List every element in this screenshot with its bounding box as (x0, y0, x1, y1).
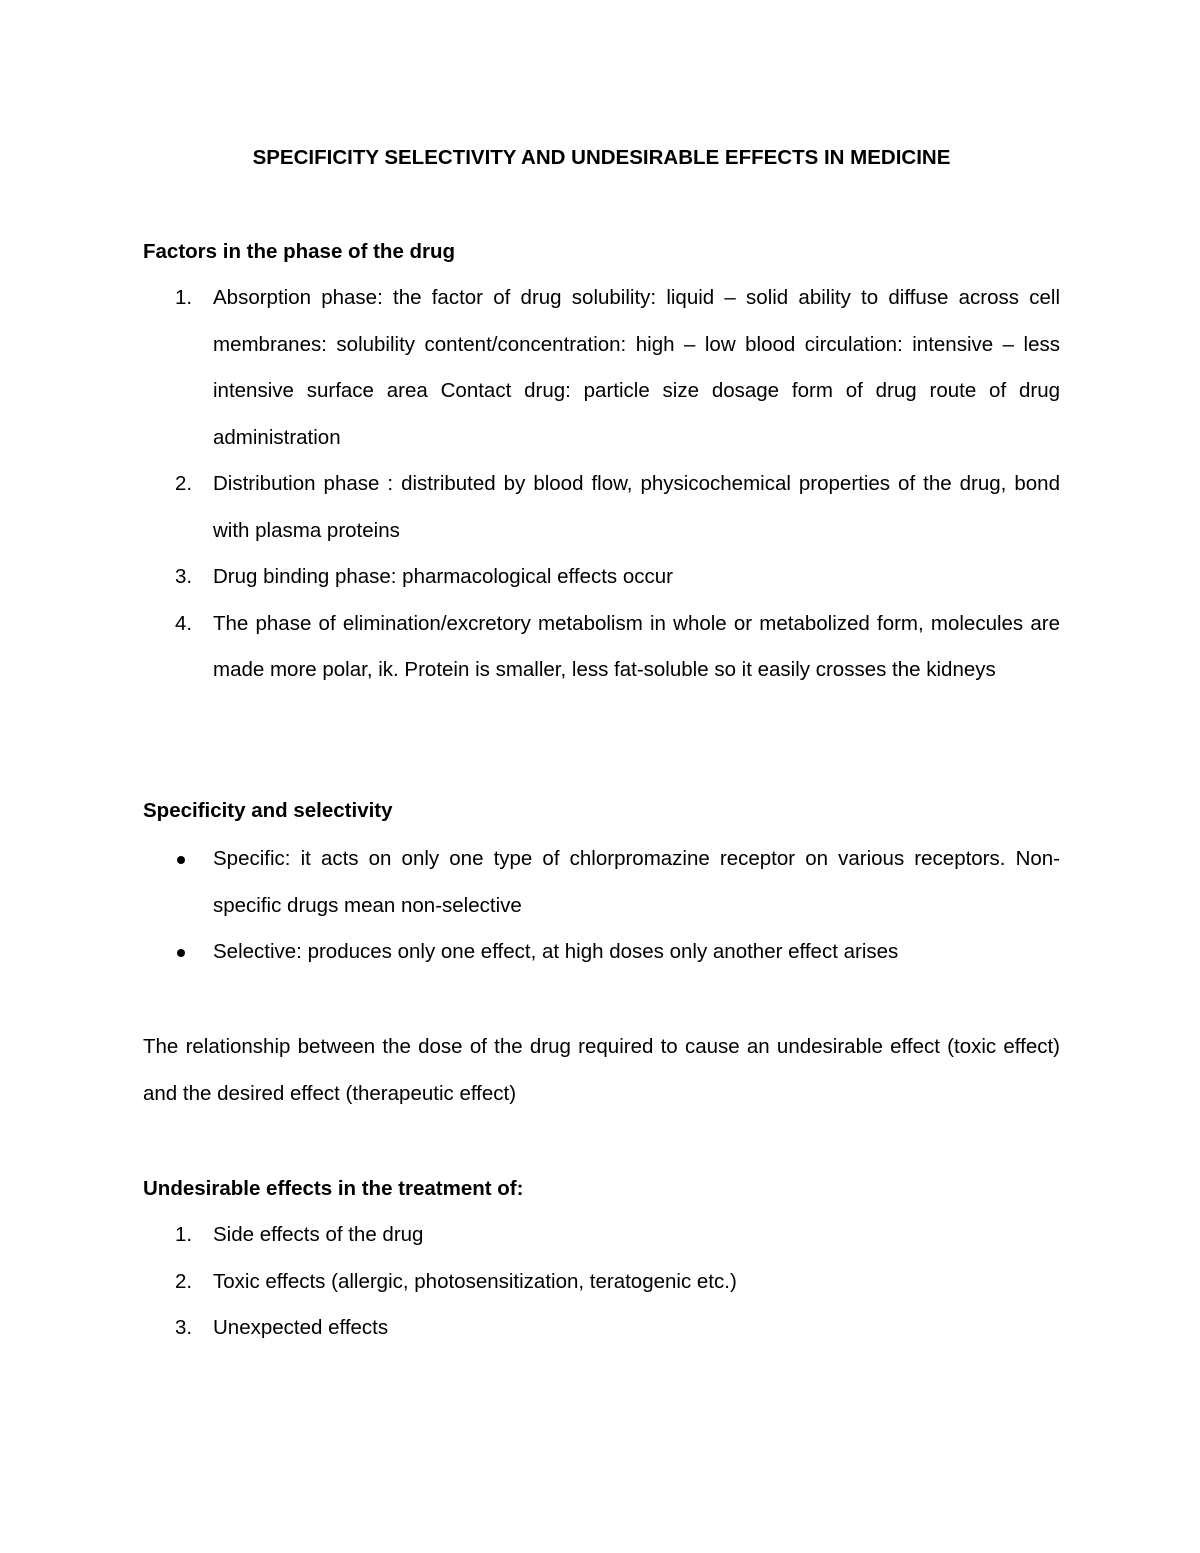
list-item-text: Selective: produces only one effect, at high doses only another effect arises (213, 940, 899, 963)
list-item (143, 601, 1060, 694)
list-item-text: Absorption phase: the factor of drug solubility: liquid – solid ability to diffuse across cell membranes: solubility content/concentration: high – low blood circulation: intensive – less intensive surface area Contact drug: particle size dosage form of drug route of drug administration (213, 286, 1060, 449)
section-heading-undesirable-effects: Undesirable effects in the treatment of: (143, 1177, 524, 1200)
list-item-text: Specific: it acts on only one type of chlorpromazine receptor on various receptors. Non-specific drugs mean non-selective (213, 847, 1060, 917)
list-marker: 2. (175, 472, 193, 495)
list-marker: 4. (175, 611, 193, 635)
document-title: SPECIFICITY SELECTIVITY AND UNDESIRABLE EFFECTS IN MEDICINE (252, 146, 951, 169)
list-item-text: Unexpected effects (213, 1316, 389, 1339)
section-heading-drug-phase: Factors in the phase of the drug (143, 240, 456, 263)
undesirable-effects-list (143, 1212, 1060, 1352)
list-marker: 3. (175, 1316, 193, 1339)
list-item-text: The phase of elimination/excretory metabolism in whole or metabolized form, molecules are made more polar, ik. Protein is smaller, less fat-soluble so it easily crosses the kidneys (213, 611, 1060, 681)
list-item (143, 1305, 1060, 1352)
list-item (143, 929, 1060, 976)
list-item-text: Drug binding phase: pharmacological effects occur (213, 565, 673, 588)
list-item (143, 275, 1060, 461)
list-item-text: Side effects of the drug (213, 1223, 424, 1246)
list-marker: 1. (175, 1223, 193, 1246)
drug-phase-list (143, 275, 1060, 694)
bullet-icon (177, 856, 185, 864)
bullet-icon (177, 949, 185, 957)
list-item (143, 461, 1060, 554)
list-marker: 1. (175, 286, 193, 309)
list-item (143, 1259, 1060, 1306)
relationship-paragraph: The relationship between the dose of the drug required to cause an undesirable effect (toxic effect) and the desired effect (therapeutic effect) (143, 1035, 1060, 1105)
section-heading-specificity: Specificity and selectivity (143, 799, 393, 822)
list-marker: 3. (175, 565, 193, 588)
list-item-text: Toxic effects (allergic, photosensitization, teratogenic etc.) (213, 1269, 737, 1293)
specificity-list (143, 836, 1060, 976)
list-item (143, 836, 1060, 929)
list-item (143, 554, 1060, 601)
list-item-text: Distribution phase : distributed by blood flow, physicochemical properties of the drug, bond with plasma proteins (213, 472, 1060, 542)
list-marker: 2. (175, 1269, 193, 1293)
list-item (143, 1212, 1060, 1259)
